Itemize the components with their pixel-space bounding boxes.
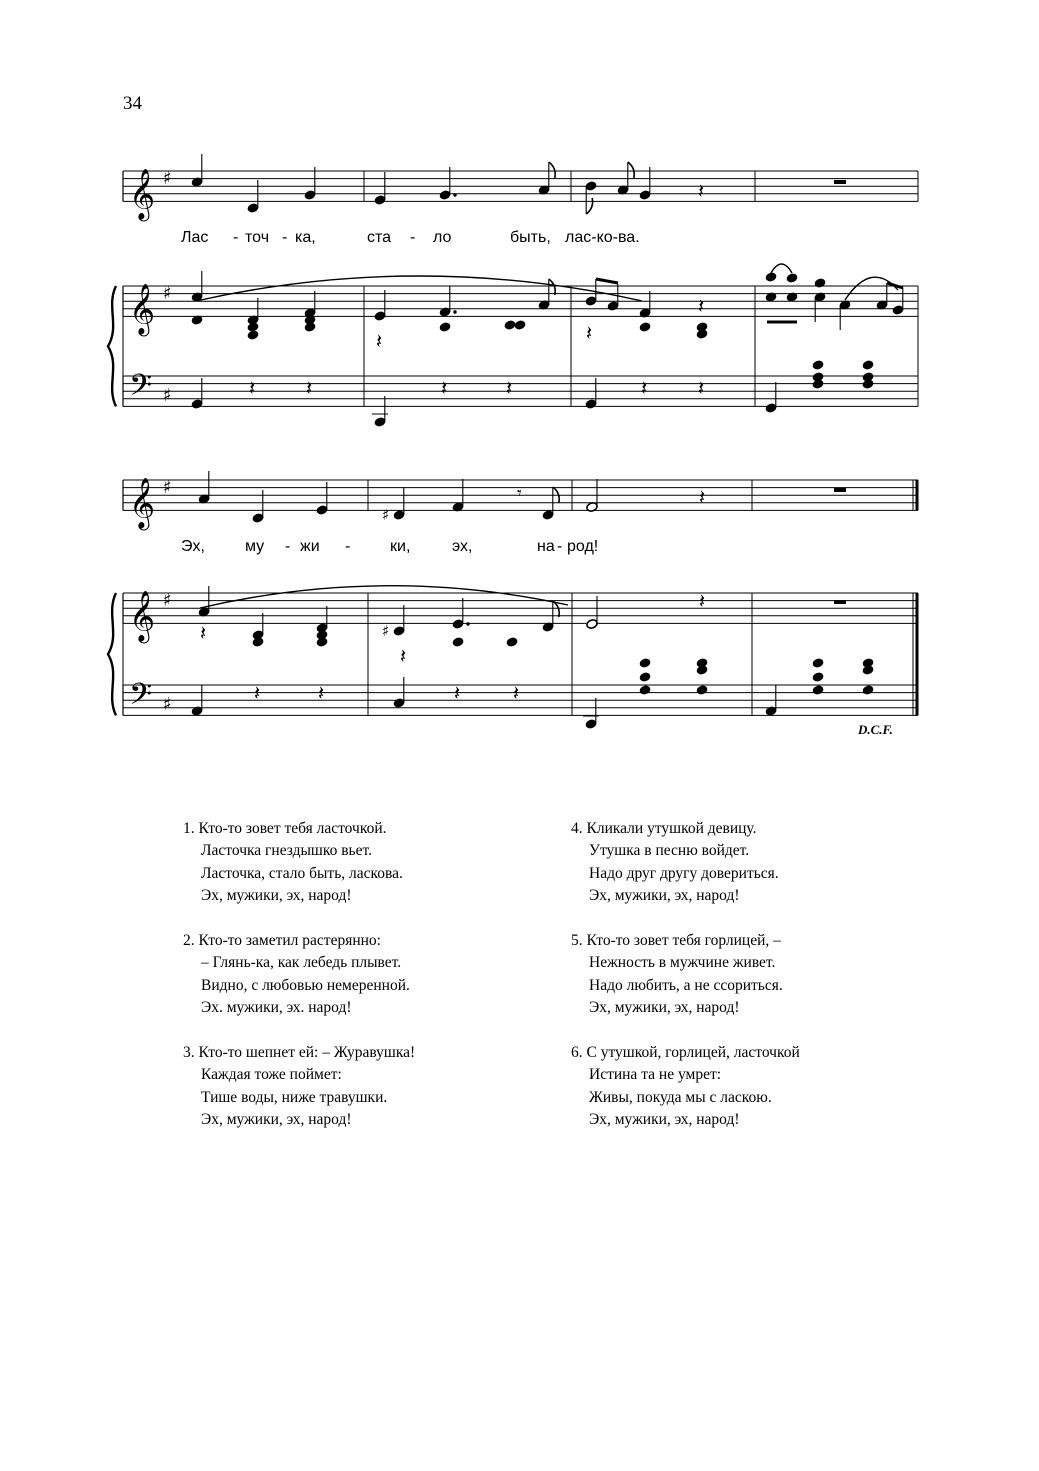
verse-line [183,975,415,997]
verse-text: Надо друг другу довериться. [589,864,779,882]
lyric-syllable: - [233,229,239,246]
sharp-icon: ♯ [163,694,172,715]
slur [196,276,642,301]
verse-number: 6. [571,1044,587,1062]
verse-line [571,1087,800,1109]
verse-text: Кто-то заметил растерянно: [198,932,381,950]
augmentation-dot [453,310,456,313]
notehead [639,322,651,333]
quarter-rest-icon: 𝄽 [698,294,705,318]
lyric-syllable: ка, [295,229,316,246]
treble-clef-icon: 𝄞 [129,168,156,220]
quarter-rest-icon: 𝄽 [441,376,448,400]
verse-text: Живы, покуда мы с ласкою. [589,1088,772,1106]
quarter-rest-icon: 𝄽 [698,179,705,203]
dcf-marking: D.C.F. [858,722,893,737]
note [585,378,597,409]
note [812,658,824,669]
note [839,300,851,330]
verse-line [183,1064,415,1086]
lyric-syllable: точ [245,229,270,246]
note [542,601,559,632]
notehead [639,672,651,683]
note [316,606,328,633]
notehead [506,637,518,648]
quarter-rest-icon: 𝄽 [454,681,461,705]
verse-2 [183,930,415,1020]
note [247,330,259,341]
note [304,291,316,318]
lyric-syllable: - [285,538,291,555]
slur [200,586,568,608]
verses-left-column [183,818,415,1154]
verse-line [183,952,415,974]
note [374,290,386,321]
verse-1 [183,818,415,908]
note [439,167,457,200]
bass-clef-icon: 𝄢 [129,368,153,410]
sharp-accidental-icon: ♯ [382,622,390,640]
note [382,487,405,524]
verse-text: Тише воды, ниже травушки. [201,1088,388,1106]
notehead [814,278,826,289]
note [586,619,598,630]
whole-rest-icon [834,488,846,492]
quarter-rest-icon: 𝄽 [698,376,705,400]
quarter-rest-icon: 𝄽 [249,376,256,400]
verse-4 [571,818,800,908]
note-flag [628,162,634,178]
verse-text: Истина та не умрет: [589,1066,722,1084]
verse-text: Эх, мужики, эх, народ! [589,999,740,1017]
note [316,637,328,648]
verse-text: Ласточка гнездышко вьет. [201,842,372,860]
verse-line [571,885,800,907]
verse-text: Кто-то шепнет ей: – Журавушка! [198,1044,416,1062]
note [639,672,651,683]
quarter-rest-icon: 𝄽 [376,329,383,353]
verse-text: Эх, мужики, эх, народ! [201,1111,352,1129]
grand-staff-brace [108,593,116,715]
sharp-accidental-icon: ♯ [382,506,390,524]
bass-clef-icon: 𝄢 [129,677,153,719]
piano-treble-staff-2 [123,590,918,643]
note [247,298,259,325]
note [639,291,651,318]
notehead [862,372,874,383]
notehead [586,619,598,630]
verse-line [571,952,800,974]
note [252,613,264,640]
note [247,180,259,213]
sharp-icon: ♯ [163,168,172,189]
note [504,320,516,331]
verse-text: Кликали утушкой девицу. [586,820,757,837]
lyric-syllable: род! [567,538,599,555]
lyric-syllable: Лас [181,229,209,246]
notehead [765,272,777,283]
verse-text: Ласточка, стало быть, ласкова. [201,864,403,882]
lyric-syllable: лас-ко-ва. [565,229,640,246]
notehead [639,658,651,669]
note [696,329,708,340]
note [814,292,826,322]
note [607,284,619,311]
sharp-icon: ♯ [163,477,172,498]
notehead [504,320,516,331]
verse-line [183,863,415,885]
note [862,685,874,696]
lyric-syllable: жи [300,538,320,555]
notehead [452,637,464,648]
note [585,279,597,306]
quarter-rest-icon: 𝄽 [400,644,407,668]
note [814,278,826,289]
note [304,322,316,333]
notehead [862,658,874,669]
verse-text: Утушка в песню войдет. [589,842,750,860]
verse-3 [183,1042,415,1132]
note [252,637,264,648]
note [765,685,777,716]
note [639,322,651,333]
lyric-syllable: Эх, [181,538,205,555]
verse-text: – Глянь-ка, как лебедь плывет. [201,954,402,972]
note [452,479,464,512]
verse-6 [571,1042,800,1132]
note [639,658,651,669]
lyric-syllable: ки, [390,538,411,555]
note [765,272,777,283]
notehead [247,330,259,341]
verse-text: Кто-то зовет тебя горлицей, – [586,932,781,950]
verse-number: 5. [571,932,587,950]
note [374,172,386,205]
notehead [786,273,798,284]
verse-text: Нежность в мужчине живет. [589,954,776,972]
verse-line [183,885,415,907]
notehead [812,685,824,696]
quarter-rest-icon: 𝄽 [641,376,648,400]
note [382,605,405,640]
quarter-rest-icon: 𝄽 [318,681,325,705]
note [862,372,874,383]
verse-text: Кто-то зовет тебя ласточкой. [198,820,387,837]
verse-line [571,1064,800,1086]
note-beam [596,279,618,283]
notehead [316,637,328,648]
note [812,672,824,683]
whole-rest-icon [834,600,846,604]
note [191,685,203,716]
slur [845,277,898,300]
verse-number: 3. [183,1044,199,1062]
verse-text: Видно, с любовью немеренной. [201,976,410,994]
eighth-rest-icon: 𝄾 [517,483,522,504]
note [639,685,651,696]
note [696,685,708,696]
sharp-icon: ♯ [163,385,172,406]
verse-line [183,1109,415,1131]
verse-number: 1. [183,820,199,837]
note [514,320,526,331]
sharp-icon: ♯ [163,283,172,304]
verse-line [571,863,800,885]
verse-line [571,818,800,840]
quarter-rest-icon: 𝄽 [699,485,706,509]
note [786,273,798,284]
notehead [439,322,451,333]
quarter-rest-icon: 𝄽 [200,621,207,645]
verse-line [183,930,415,952]
lyric-syllable: - [282,229,288,246]
page-number: 34 [123,93,142,114]
verse-text: С утушкой, горлицей, ласточкой [586,1044,800,1062]
note [876,283,888,310]
note [506,637,518,648]
verse-line [183,1042,415,1064]
note [439,322,451,333]
augmentation-dot [466,622,469,625]
verse-text: Эх, мужики, эх, народ! [589,887,740,905]
treble-clef-icon: 𝄞 [129,477,156,529]
piano-bass-staff-1 [123,369,918,410]
lyric-syllable: ло [433,229,452,246]
notehead [639,685,651,696]
notehead [252,637,264,648]
note [191,378,203,409]
note [862,658,874,669]
verse-number: 4. [571,820,587,837]
verse-line [183,840,415,862]
verse-5 [571,930,800,1020]
notehead [862,360,874,371]
notehead [812,360,824,371]
lyric-syllable: му [245,538,265,555]
note [639,167,651,200]
note [696,658,708,669]
notehead [862,685,874,696]
verse-line [571,975,800,997]
verse-text: Надо любить, а не ссориться. [589,976,783,994]
slur [771,264,792,273]
verse-line [571,840,800,862]
verse-line [183,1087,415,1109]
note [198,586,210,617]
lyric-syllable: быть, [510,229,551,246]
quarter-rest-icon: 𝄽 [586,321,593,345]
note [452,598,470,629]
notehead [812,672,824,683]
note [191,271,203,302]
notehead [696,658,708,669]
note [812,360,824,371]
vocal-staff-1 [123,168,918,221]
verse-line [183,818,415,840]
note-flag [549,162,555,178]
lyric-syllable: эх, [452,538,473,555]
quarter-rest-icon: 𝄽 [506,376,513,400]
verses-right-column [571,818,800,1154]
verse-line [183,997,415,1019]
note [812,372,824,383]
note [439,286,457,317]
augmentation-dot [453,193,456,196]
notehead [696,329,708,340]
quarter-rest-icon: 𝄽 [513,681,520,705]
quarter-rest-icon: 𝄽 [699,589,706,613]
verse-text: Каждая тоже поймет: [201,1066,342,1084]
treble-clef-icon: 𝄞 [129,283,156,335]
note [585,181,597,214]
quarter-rest-icon: 𝄽 [254,681,261,705]
note [765,382,777,413]
verse-number: 2. [183,932,199,950]
lyric-syllable: - [410,229,416,246]
note [892,288,904,315]
lyric-syllable: - [557,538,563,555]
note [862,360,874,371]
whole-rest-icon [834,180,846,184]
verse-line [571,1042,800,1064]
notehead [514,320,526,331]
verse-line [571,930,800,952]
quarter-rest-icon: 𝄽 [306,376,313,400]
sharp-icon: ♯ [163,590,172,611]
note [585,698,597,729]
note [542,487,559,520]
notehead [812,372,824,383]
treble-clef-icon: 𝄞 [129,590,156,642]
lyric-syllable: ста [367,229,392,246]
notehead [304,322,316,333]
note [374,396,386,427]
lyric-syllable: - [345,538,351,555]
note [452,637,464,648]
note [316,482,328,515]
note-flag [549,279,555,295]
grand-staff-brace [108,286,116,406]
notehead [812,658,824,669]
piano-bass-staff-2 [123,678,918,719]
verse-text: Эх, мужики, эх, народ! [201,887,352,905]
note [304,167,316,200]
verse-line [571,1109,800,1131]
verse-text: Эх, мужики, эх, народ! [589,1111,740,1129]
note-flag [586,198,592,214]
verse-line [571,997,800,1019]
notehead [696,685,708,696]
note [812,685,824,696]
verse-text: Эх. мужики, эх. народ! [201,999,352,1017]
lyric-syllable: на [537,538,555,555]
